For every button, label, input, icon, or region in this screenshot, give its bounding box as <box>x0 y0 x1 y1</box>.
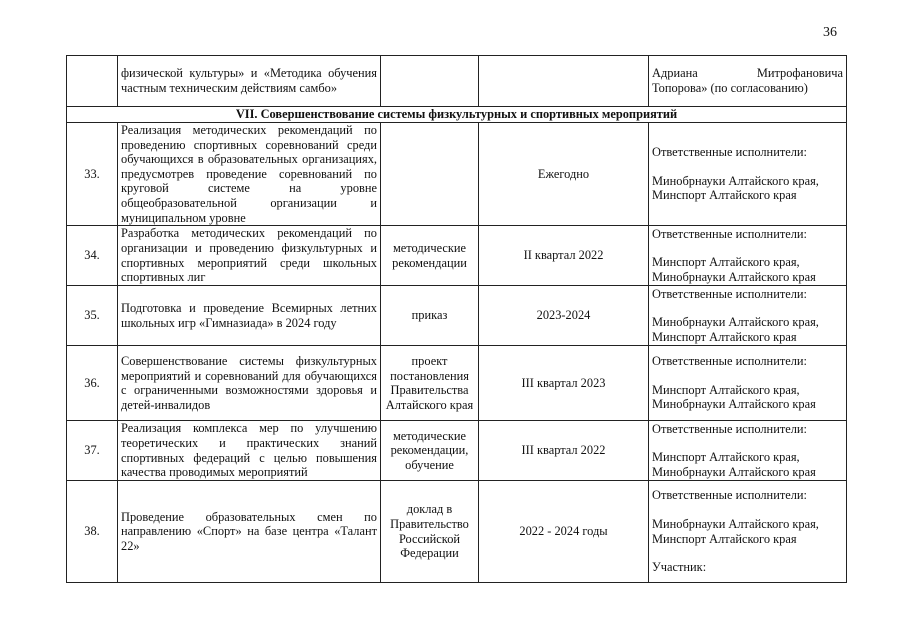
participant-heading: Участник: <box>652 560 707 575</box>
action-plan-table <box>66 55 847 583</box>
table-row-38 <box>67 481 847 583</box>
executor: Минспорт Алтайского края, <box>652 255 800 270</box>
executors-cell <box>649 346 847 421</box>
event-cell: Реализация комплекса мер по улучшению теоретических и практических знаний спортивных федераций с целью повышения качества проводимых мероприятий <box>118 421 381 481</box>
event-cell: Реализация методических рекомендаций по проведению спортивных соревнований среди обучающихся в образовательных организациях, предусмотрев проведение соревнований по круговой системе на уровне общеобразовательной организации и муниципальном уровне <box>118 123 381 226</box>
executor: Минспорт Алтайского края <box>652 188 797 203</box>
term-cell: Ежегодно <box>479 123 649 226</box>
page-number: 36 <box>823 25 837 40</box>
table-row-36 <box>67 346 847 421</box>
num-cell <box>67 56 118 107</box>
term-cell <box>479 56 649 107</box>
executor: Минобрнауки Алтайского края <box>652 464 816 479</box>
section-header-row <box>67 107 847 123</box>
executors-heading: Ответственные исполнители: <box>652 226 807 241</box>
form-cell <box>381 123 479 226</box>
num-cell: 35. <box>67 286 118 346</box>
executor: Минспорт Алтайского края <box>652 329 797 344</box>
event-cell: Совершенствование системы физкультурных мероприятий и соревнований для обучающихся с ограниченными возможностями здоровья и детей-инвалидов <box>118 346 381 421</box>
num-cell: 34. <box>67 226 118 286</box>
executor: Минспорт Алтайского края <box>652 531 797 546</box>
table-row-continuation <box>67 56 847 107</box>
executors-cell <box>649 226 847 286</box>
term-cell: III квартал 2023 <box>479 346 649 421</box>
num-cell: 33. <box>67 123 118 226</box>
executor: Минобрнауки Алтайского края, <box>652 315 819 330</box>
executors-cell <box>649 286 847 346</box>
executors-heading: Ответственные исполнители: <box>652 354 807 369</box>
executor: Минобрнауки Алтайского края, <box>652 173 819 188</box>
form-cell: методические рекомендации, обучение <box>381 421 479 481</box>
section-title: VII. Совершенствование системы физкультурных и спортивных мероприятий <box>67 107 847 123</box>
event-cell: физической культуры» и «Методика обучения частным техническим действиям самбо» <box>118 56 381 107</box>
executor: Минобрнауки Алтайского края <box>652 269 816 284</box>
num-cell: 38. <box>67 481 118 583</box>
executor: Минспорт Алтайского края, <box>652 450 800 465</box>
executor: Минспорт Алтайского края, <box>652 382 800 397</box>
term-cell: II квартал 2022 <box>479 226 649 286</box>
num-cell: 36. <box>67 346 118 421</box>
form-cell: приказ <box>381 286 479 346</box>
executors-heading: Ответственные исполнители: <box>652 488 807 503</box>
form-cell: проект постановления Правительства Алтайского края <box>381 346 479 421</box>
event-cell: Подготовка и проведение Всемирных летних школьных игр «Гимназиада» в 2024 году <box>118 286 381 346</box>
executors-cell <box>649 421 847 481</box>
num-cell: 37. <box>67 421 118 481</box>
form-cell: доклад в Правительство Российской Федерации <box>381 481 479 583</box>
executors-cell <box>649 481 847 583</box>
term-cell: 2023-2024 <box>479 286 649 346</box>
executors-cell <box>649 123 847 226</box>
table-row-35 <box>67 286 847 346</box>
form-cell <box>381 56 479 107</box>
executors-cell: Адриана Митрофановича Топорова» (по согласованию) <box>649 56 847 107</box>
executors-heading: Ответственные исполнители: <box>652 421 807 436</box>
table-row-37 <box>67 421 847 481</box>
executor: Минобрнауки Алтайского края, <box>652 517 819 532</box>
executor: Минобрнауки Алтайского края <box>652 397 816 412</box>
executors-heading: Ответственные исполнители: <box>652 286 807 301</box>
table-row-34 <box>67 226 847 286</box>
term-cell: 2022 - 2024 годы <box>479 481 649 583</box>
executors-heading: Ответственные исполнители: <box>652 145 807 160</box>
event-cell: Разработка методических рекомендаций по организации и проведению физкультурных и спортивных мероприятий среди школьных спортивных лиг <box>118 226 381 286</box>
table-row-33 <box>67 123 847 226</box>
event-cell: Проведение образовательных смен по направлению «Спорт» на базе центра «Талант 22» <box>118 481 381 583</box>
term-cell: III квартал 2022 <box>479 421 649 481</box>
form-cell: методические рекомендации <box>381 226 479 286</box>
